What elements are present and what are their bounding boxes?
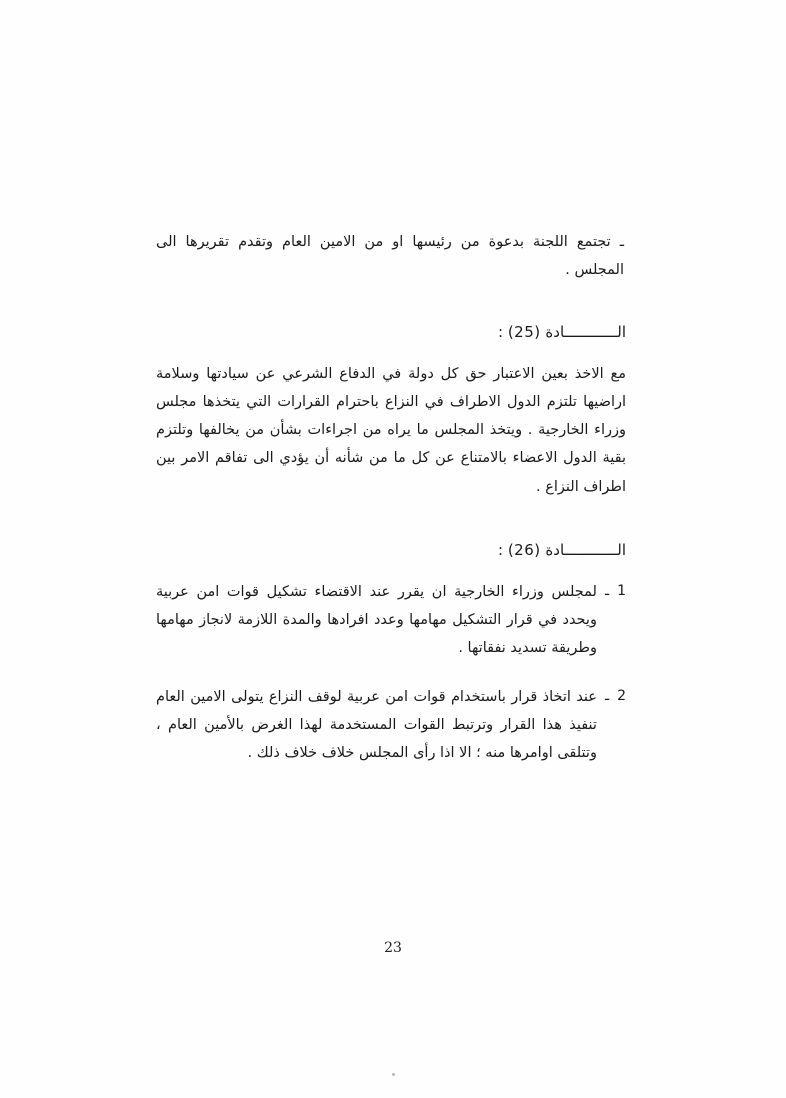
heading-dots: ـــــــــــ [564,322,613,341]
lead-paragraph: ـ تجتمع اللجنة بدعوة من رئيسها او من الامين العام وتقدم تقريرها الى المجلس . [156,234,624,279]
heading-number: (26) [507,540,541,559]
list-item-marker: 2 [617,687,626,704]
heading-prefix: الـ [612,322,626,341]
heading-dots: ـــــــــــ [564,540,613,559]
heading-prefix: الـ [612,540,626,559]
article-block-26 [156,537,626,768]
list-item [156,578,626,663]
heading-number: (25) [507,322,541,341]
article-block-25 [156,319,626,501]
list-item [156,683,626,768]
list-item-text: عند اتخاذ قرار باستخدام قوات امن عربية لوقف النزاع يتولى الامين العام تنفيذ هذا القرار وترتبط القوات المستخدمة لهذا الغرض بالأمين العام ، وتتلقى اوامرها منه ؛ الا اذا رأى المجلس خلاف خلاف ذلك . [156,688,597,762]
page-content [156,228,626,797]
list-item-dash: ـ [604,582,610,599]
scan-artifact-dot [392,1073,395,1076]
article-heading-26 [156,537,626,564]
article-heading-25 [156,319,626,346]
heading-colon: : [497,322,504,341]
list-item-marker: 1 [617,582,626,599]
list-item-text: لمجلس وزراء الخارجية ان يقرر عند الاقتضاء تشكيل قوات امن عربية ويحدد في قرار التشكيل مهامها وعدد افرادها والمدة اللازمة لانجاز مهامها وطريقة تسديد نفقاتها . [156,583,597,657]
heading-colon: : [497,540,504,559]
heading-word: ادة [545,540,565,559]
heading-word: ادة [545,322,565,341]
article-body-25: مع الاخذ بعين الاعتبار حق كل دولة في الدفاع الشرعي عن سيادتها وسلامة اراضيها تلتزم الدول الاطراف في النزاع باحترام القرارات التي يتخذها مجلس وزراء الخارجية . ويتخذ المجلس ما يراه من اجراءات بشأن من يخالفها وتلتزم بقية الدول الاعضاء بالامتناع عن كل ما من شأنه أن يؤدي الى تفاقم الامر بين اطراف النزاع . [156,365,626,495]
page-number: 23 [384,940,402,956]
list-item-dash: ـ [604,687,610,704]
